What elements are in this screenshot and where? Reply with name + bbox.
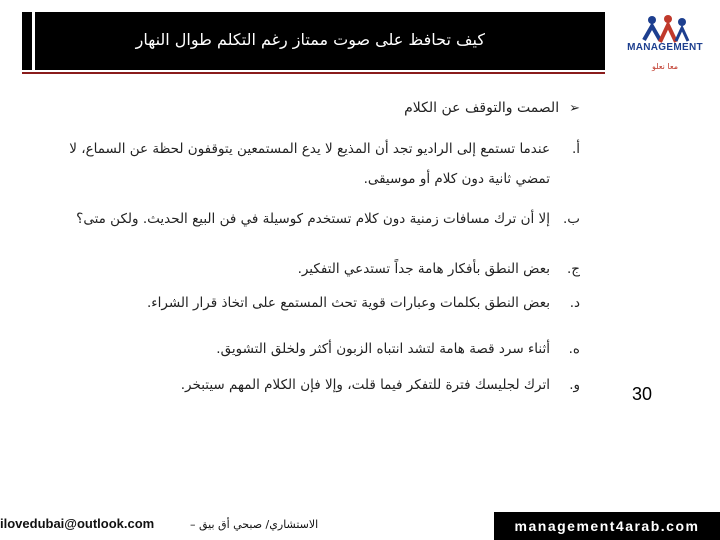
section-heading: ➢الصمت والتوقف عن الكلام (404, 100, 580, 116)
list-text: بعض النطق بأفكار هامة جداً تستدعي التفكير. (297, 261, 550, 277)
list-text: عندما تستمع إلى الراديو تجد أن المذيع لا يدع المستمعين يتوقفون لحظة عن السماع، لا تمضي ثانية دون كلام أو موسيقى. (69, 141, 550, 187)
list-letter: ج. (566, 261, 580, 277)
list-letter: أ. (571, 141, 580, 157)
list-text: اترك لجليسك فترة للتفكر فيما قلت، وإلا فإن الكلام المهم سيتبخر. (180, 377, 550, 393)
brand-logo (618, 14, 712, 78)
list-text: إلا أن ترك مسافات زمنية دون كلام تستخدم كوسيلة في فن البيع الحديث. ولكن متى؟ (76, 211, 550, 227)
footer-author: الاستشاري/ صبحي أق بيق – (190, 518, 319, 531)
list-item (40, 134, 580, 194)
footer-email: ilovedubai@outlook.com (0, 516, 155, 531)
list-item (40, 334, 580, 364)
footer-contact (0, 514, 360, 538)
list-letter: ه. (568, 341, 580, 357)
list-text: أثناء سرد قصة هامة لتشد انتباه الزبون أكثر ولخلق التشويق. (216, 341, 550, 357)
list-letter: د. (569, 295, 580, 311)
header-bar (22, 12, 605, 70)
header-stripe (32, 12, 35, 70)
people-icon (618, 14, 712, 44)
list-item (40, 370, 580, 400)
list-item (40, 204, 580, 234)
list-item (40, 288, 580, 318)
slide-title: كيف تحافظ على صوت ممتاز رغم التكلم طوال النهار (135, 30, 485, 49)
logo-sub-text: معا نعلو (652, 62, 678, 71)
logo-brand-text: MANAGEMENT (627, 42, 703, 53)
list-item (40, 254, 580, 284)
header-divider (22, 72, 605, 74)
list-letter: ب. (562, 211, 580, 227)
slide-number: 30 (632, 384, 653, 404)
footer-website: management4arab.com (494, 512, 720, 540)
list-text: بعض النطق بكلمات وعبارات قوية تحث المستمع على اتخاذ قرار الشراء. (146, 295, 550, 311)
list-letter: و. (569, 377, 580, 393)
arrowhead-bullet-icon: ➢ (569, 101, 580, 116)
